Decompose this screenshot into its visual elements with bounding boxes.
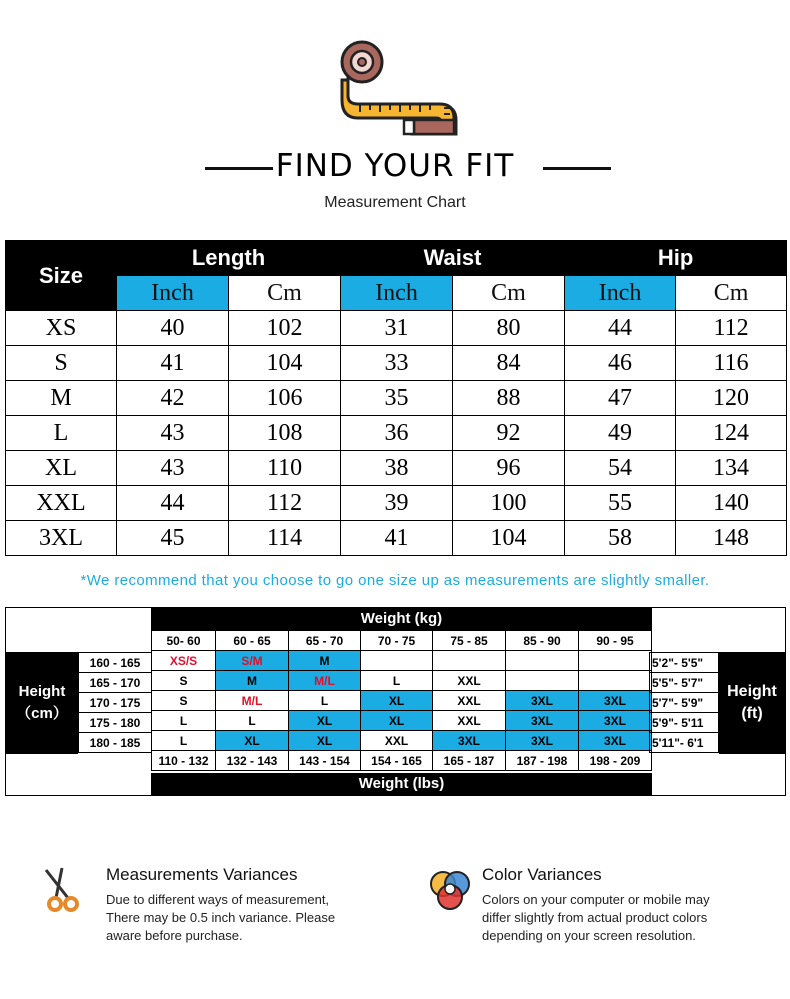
size-header: Size [6,241,117,311]
measurement-cell: 44 [565,311,676,346]
size-recommendation-cell [506,671,579,691]
weight-grid-row [152,731,652,751]
measurement-cell: 49 [565,416,676,451]
measurement-cell: 40 [117,311,229,346]
size-row [6,451,787,486]
height-cm-range: 165 - 170 [79,673,152,693]
size-recommendation-cell: XXL [361,731,433,751]
measurement-cell: 112 [229,486,341,521]
size-recommendation-cell: S [152,671,216,691]
size-recommendation-cell: S [152,691,216,711]
measurement-cell: 46 [565,346,676,381]
measurement-cell: 42 [117,381,229,416]
size-row [6,381,787,416]
text-line: Colors on your computer or mobile may [482,892,710,907]
weight-kg-range: 70 - 75 [361,631,433,651]
measurement-cell: 112 [676,311,787,346]
measurement-cell: 106 [229,381,341,416]
text-line: differ slightly from actual product colors [482,910,708,925]
size-label: L [6,416,117,451]
size-recommendation-cell: 3XL [433,731,506,751]
unit-header: Cm [676,276,787,311]
weight-height-table [5,607,786,796]
height-ft-range: 5'11"- 6'1 [650,733,719,753]
measurement-cell: 47 [565,381,676,416]
size-recommendation-cell: XXL [433,671,506,691]
measurements-variances-title: Measurements Variances [106,865,298,884]
measurement-cell: 41 [341,521,453,556]
size-label: 3XL [6,521,117,556]
size-recommendation-cell [433,651,506,671]
weight-lbs-range: 187 - 198 [506,751,579,771]
size-recommendation-cell [579,671,652,691]
color-wheel-icon [427,868,473,914]
unit-header: Cm [229,276,341,311]
size-recommendation-cell: 3XL [579,691,652,711]
height-cm-range: 180 - 185 [79,733,152,753]
weight-lbs-range: 154 - 165 [361,751,433,771]
measurement-cell: 108 [229,416,341,451]
size-recommendation-cell: XXL [433,691,506,711]
height-cm-range: 160 - 165 [79,653,152,673]
height-cm-ranges [78,652,152,753]
size-recommendation-cell: XS/S [152,651,216,671]
weight-kg-range: 65 - 70 [289,631,361,651]
size-recommendation-cell [361,651,433,671]
height-ft-unit: (ft) [741,705,763,722]
size-recommendation-cell [506,651,579,671]
size-recommendation-cell: 3XL [579,731,652,751]
weight-lbs-range: 198 - 209 [579,751,652,771]
measurement-cell: 58 [565,521,676,556]
measurement-cell: 88 [453,381,565,416]
size-recommendation-note: *We recommend that you choose to go one size up as measurements are slightly smaller. [80,572,710,589]
measurement-cell: 36 [341,416,453,451]
unit-header: Cm [453,276,565,311]
size-label: S [6,346,117,381]
size-recommendation-cell: XL [289,731,361,751]
measurement-cell: 84 [453,346,565,381]
size-recommendation-cell [579,651,652,671]
size-recommendation-cell: M [216,671,289,691]
measurement-cell: 43 [117,451,229,486]
size-recommendation-cell: 3XL [506,731,579,751]
measurement-cell: 44 [117,486,229,521]
page-subtitle: Measurement Chart [324,194,466,211]
height-cm-unit: （cm） [16,705,68,722]
measurement-cell: 43 [117,416,229,451]
weight-kg-range: 60 - 65 [216,631,289,651]
height-ft-range: 5'7"- 5'9" [650,693,719,713]
size-row [6,346,787,381]
text-line: Due to different ways of measurement, [106,892,330,907]
weight-kg-range: 90 - 95 [579,631,652,651]
unit-header: Inch [117,276,229,311]
size-recommendation-cell: XL [216,731,289,751]
measurement-cell: 104 [229,346,341,381]
size-label: XXL [6,486,117,521]
size-recommendation-cell: 3XL [579,711,652,731]
size-recommendation-cell: L [289,691,361,711]
unit-header: Inch [341,276,453,311]
weight-kg-range: 50- 60 [152,631,216,651]
measurement-cell: 41 [117,346,229,381]
weight-kg-range: 75 - 85 [433,631,506,651]
text-line: There may be 0.5 inch variance. Please [106,910,336,925]
size-recommendation-cell: M/L [216,691,289,711]
size-label: XL [6,451,117,486]
weight-grid-row [152,711,652,731]
size-row [6,486,787,521]
page-title: FIND YOUR FIT [275,148,515,184]
group-header-waist: Waist [341,241,565,276]
size-label: XS [6,311,117,346]
size-recommendation-cell: L [152,711,216,731]
measurement-cell: 148 [676,521,787,556]
measurement-cell: 102 [229,311,341,346]
size-recommendation-cell: L [216,711,289,731]
size-row [6,521,787,556]
size-recommendation-cell: XL [361,711,433,731]
size-recommendation-cell: L [361,671,433,691]
measurement-cell: 80 [453,311,565,346]
weight-grid-row [152,691,652,711]
size-measurement-table [5,240,787,556]
measurement-cell: 110 [229,451,341,486]
height-cm-range: 175 - 180 [79,713,152,733]
unit-header: Inch [565,276,676,311]
size-row [6,416,787,451]
size-recommendation-cell: M/L [289,671,361,691]
size-recommendation-cell: M [289,651,361,671]
measurement-cell: 116 [676,346,787,381]
size-recommendation-cell: S/M [216,651,289,671]
measurement-cell: 120 [676,381,787,416]
weight-grid-row [152,671,652,691]
size-recommendation-cell: 3XL [506,711,579,731]
height-cm-label-text: Height [18,683,66,700]
height-ft-ranges [649,652,719,753]
weight-grid-row [152,651,652,671]
measurement-cell: 140 [676,486,787,521]
weight-kg-title: Weight (kg) [151,608,652,630]
size-recommendation-cell: XXL [433,711,506,731]
weight-lbs-title: Weight (lbs) [151,773,652,795]
measurement-cell: 38 [341,451,453,486]
weight-lbs-range: 165 - 187 [433,751,506,771]
measurement-cell: 31 [341,311,453,346]
scissors-icon [42,866,82,914]
size-recommendation-cell: XL [289,711,361,731]
measurement-cell: 45 [117,521,229,556]
measurement-cell: 134 [676,451,787,486]
height-cm-label [6,652,78,754]
height-ft-range: 5'5"- 5'7" [650,673,719,693]
measurement-cell: 96 [453,451,565,486]
height-ft-range: 5'2"- 5'5" [650,653,719,673]
size-recommendation-cell: L [152,731,216,751]
weight-kg-range: 85 - 90 [506,631,579,651]
text-line: aware before purchase. [106,928,243,943]
weight-size-grid [151,630,652,771]
measurement-cell: 100 [453,486,565,521]
measurement-cell: 35 [341,381,453,416]
measurement-cell: 124 [676,416,787,451]
tape-measure-icon [340,40,465,140]
group-header-hip: Hip [565,241,787,276]
measurements-variances-text [106,891,335,945]
measurement-cell: 54 [565,451,676,486]
group-header-length: Length [117,241,341,276]
measurement-cell: 33 [341,346,453,381]
measurement-cell: 114 [229,521,341,556]
weight-lbs-range: 132 - 143 [216,751,289,771]
height-cm-range: 170 - 175 [79,693,152,713]
size-row [6,311,787,346]
measurement-cell: 55 [565,486,676,521]
measurement-cell: 104 [453,521,565,556]
color-variances-title: Color Variances [482,865,602,884]
height-ft-label-text: Height [727,683,777,700]
weight-lbs-range: 143 - 154 [289,751,361,771]
measurement-cell: 92 [453,416,565,451]
size-recommendation-cell: XL [361,691,433,711]
color-variances-text [482,891,710,945]
height-ft-label [719,652,785,754]
measurement-cell: 39 [341,486,453,521]
height-ft-range: 5'9"- 5'11 [650,713,719,733]
size-label: M [6,381,117,416]
size-recommendation-cell: 3XL [506,691,579,711]
text-line: depending on your screen resolution. [482,928,696,943]
weight-lbs-range: 110 - 132 [152,751,216,771]
